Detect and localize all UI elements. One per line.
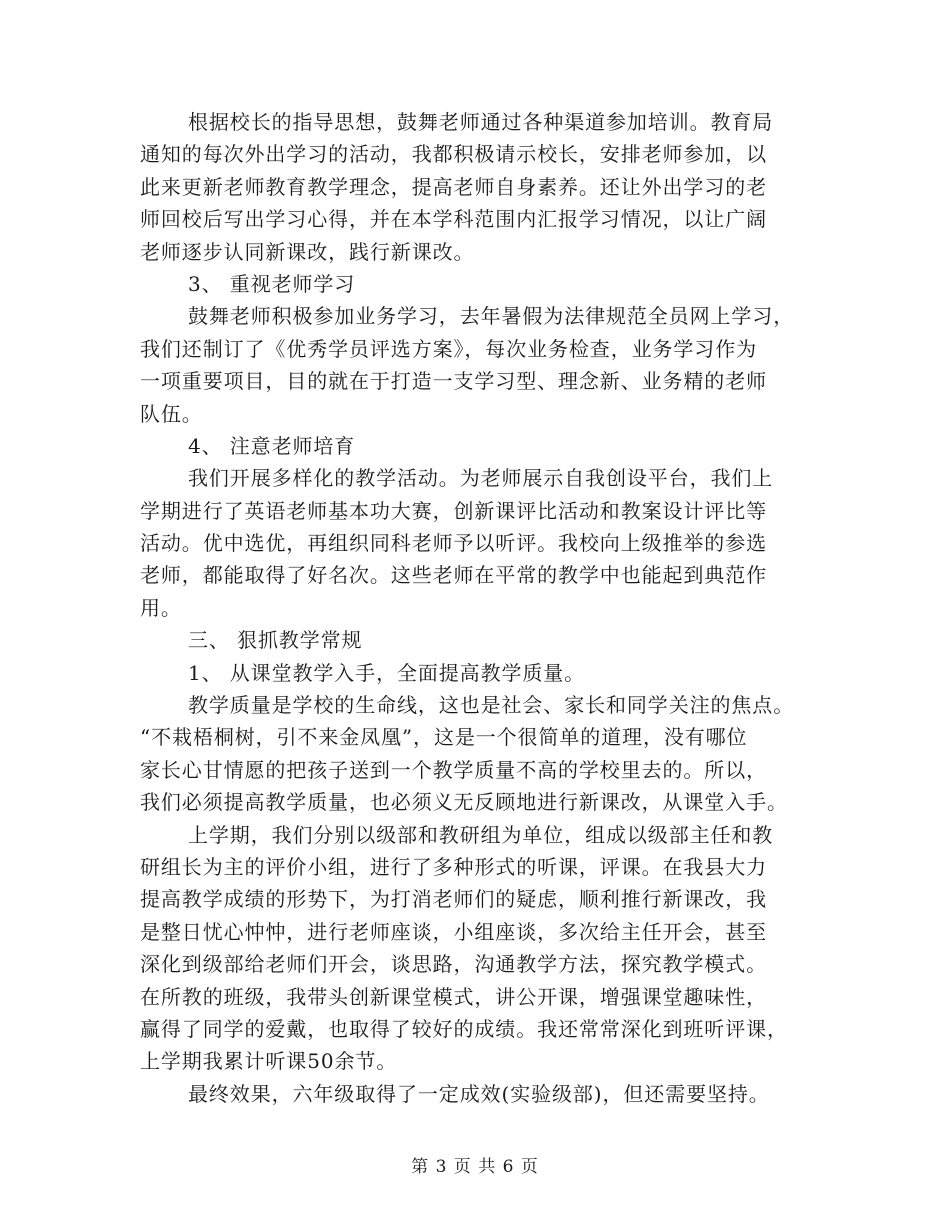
section-heading: 1、 从课堂教学入手，全面提高教学质量。 — [188, 660, 586, 685]
paragraph-line: 此来更新老师教育教学理念，提高老师自身素养。还让外出学习的老 — [140, 174, 767, 199]
paragraph-line: 我们开展多样化的教学活动。为老师展示自我创设平台，我们上 — [188, 466, 774, 491]
paragraph-line: 通知的每次外出学习的活动，我都积极请示校长，安排老师参加，以 — [140, 142, 767, 167]
paragraph-line: 上学期我累计听课50余节。 — [140, 1049, 398, 1074]
paragraph-line: 学期进行了英语老师基本功大赛，创新课评比活动和教案设计评比等 — [140, 498, 767, 523]
paragraph-line: 老师逐步认同新课改，践行新课改。 — [140, 239, 475, 264]
paragraph-line: 最终效果，六年级取得了一定成效(实验级部)，但还需要坚持。 — [188, 1081, 770, 1106]
paragraph-line: 我们还制订了《优秀学员评选方案》，每次业务检查，业务学习作为 — [140, 336, 757, 361]
paragraph-line: 活动。优中选优，再组织同科老师予以听评。我校向上级推举的参选 — [140, 531, 767, 556]
document-body — [140, 106, 820, 1110]
paragraph-line: 深化到级部给老师们开会，谈思路，沟通教学方法，探究教学模式。 — [140, 952, 767, 977]
paragraph-line: 用。 — [140, 595, 182, 620]
section-heading: 3、 重视老师学习 — [188, 271, 356, 296]
paragraph-line: 教学质量是学校的生命线，这也是社会、家长和同学关注的焦点。 — [188, 693, 795, 718]
paragraph-line: 提高教学成绩的形势下，为打消老师们的疑虑，顺利推行新课改，我 — [140, 887, 767, 912]
section-heading: 三、 狠抓教学常规 — [188, 628, 363, 653]
paragraph-line: 研组长为主的评价小组，进行了多种形式的听课，评课。在我县大力 — [140, 854, 767, 879]
paragraph-line: 一项重要项目，目的就在于打造一支学习型、理念新、业务精的老师 — [140, 369, 767, 394]
paragraph-line: 家长心甘情愿的把孩子送到一个教学质量不高的学校里去的。所以， — [140, 757, 767, 782]
paragraph-line: 上学期，我们分别以级部和教研组为单位，组成以级部主任和教 — [188, 822, 774, 847]
paragraph-line: 老师，都能取得了好名次。这些老师在平常的教学中也能起到典范作 — [140, 563, 767, 588]
paragraph-line: 赢得了同学的爱戴，也取得了较好的成绩。我还常常深化到班听评课， — [140, 1016, 788, 1041]
page-number: 第 3 页 共 6 页 — [411, 1157, 539, 1177]
paragraph-line: 队伍。 — [140, 401, 203, 426]
paragraph-line: 我们必须提高教学质量，也必须义无反顾地进行新课改，从课堂入手。 — [140, 790, 788, 815]
paragraph-line: 在所教的班级，我带头创新课堂模式，讲公开课，增强课堂趣味性， — [140, 984, 767, 1009]
paragraph-line: 是整日忧心忡忡，进行老师座谈，小组座谈，多次给主任开会，甚至 — [140, 919, 767, 944]
paragraph-line: “不栽梧桐树，引不来金凤凰”，这是一个很简单的道理，没有哪位 — [140, 725, 748, 750]
paragraph-line: 根据校长的指导思想，鼓舞老师通过各种渠道参加培训。教育局 — [188, 110, 774, 134]
section-heading: 4、 注意老师培育 — [188, 433, 356, 458]
paragraph-line: 鼓舞老师积极参加业务学习，去年暑假为法律规范全员网上学习， — [188, 304, 795, 329]
paragraph-line: 师回校后写出学习心得，并在本学科范围内汇报学习情况，以让广阔 — [140, 207, 767, 232]
